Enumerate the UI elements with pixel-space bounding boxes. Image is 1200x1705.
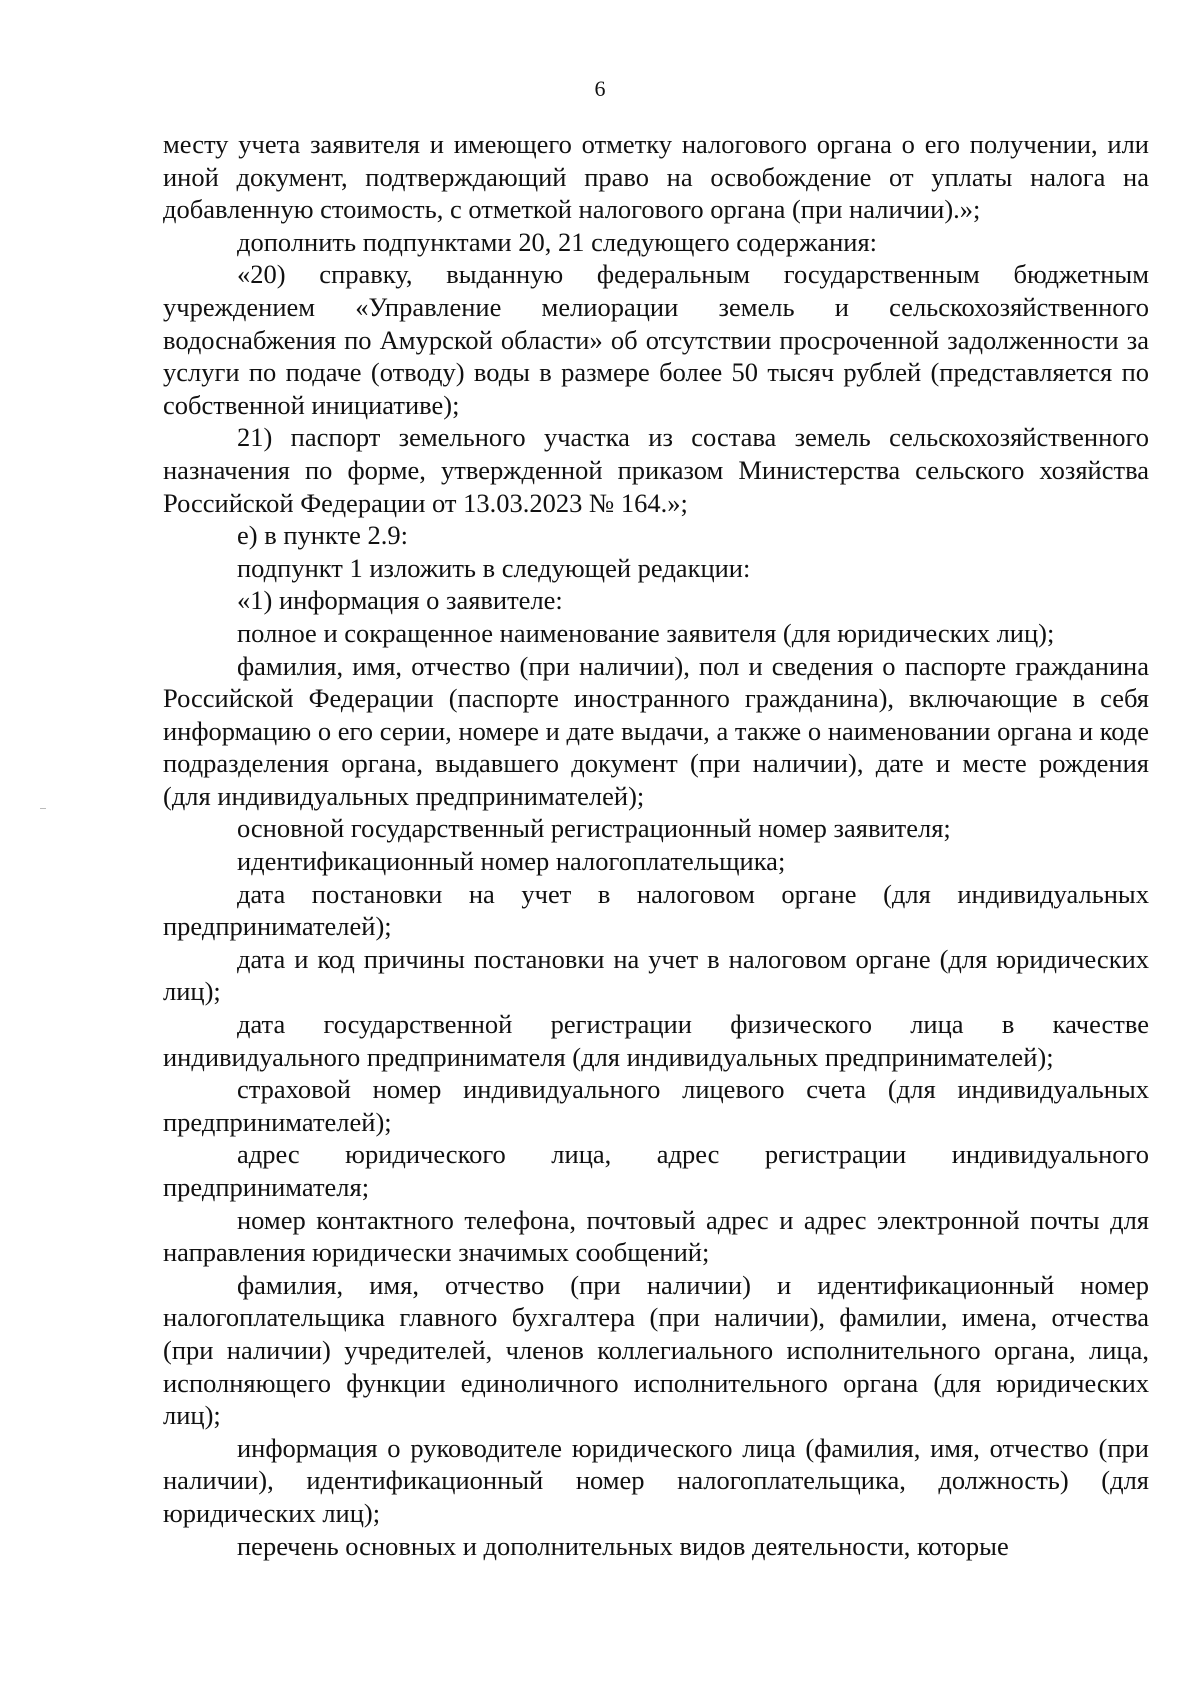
paragraph-snils: страховой номер индивидуального лицевого счета (для индивидуальных предпринимателей); [163,1074,1149,1137]
paragraph-accountant-founders: фамилия, имя, отчество (при наличии) и идентификационный номер налогоплательщика главного бухгалтера (при наличии), фамилии, имена, отчества (при наличии) учредителей, членов коллегиального исполнительного органа, лица, исполняющего функции единоличного исполнительного органа (для юридических лиц); [163,1269,1149,1431]
paragraph-director-info: информация о руководителе юридического лица (фамилия, имя, отчество (при наличии), идентификационный номер налогоплательщика, должность) (для юридических лиц); [163,1432,1149,1528]
paragraph-passport-info: фамилия, имя, отчество (при наличии), пол и сведения о паспорте гражданина Российской Федерации (паспорте иностранного гражданина), включающие в себя информацию о его серии, номере и дате выдачи, а также о наименовании органа и коде подразделения органа, выдавшего документ (при наличии), дате и месте рождения (для индивидуальных предпринимателей); [163,650,1149,811]
paragraph-inn: идентификационный номер налогоплательщика; [237,846,786,877]
paragraph-state-registration: дата государственной регистрации физического лица в качестве индивидуального предпринимателя (для индивидуальных предпринимателей); [163,1009,1149,1072]
paragraph-subclause-20: «20) справку, выданную федеральным государственным бюджетным учреждением «Управление мелиорации земель и сельскохозяйственного водоснабжения по Амурской области» об отсутствии просроченной задолженности за услуги по подаче (отводу) воды в размере более 50 тысяч рублей (представляется по собственной инициативе); [163,259,1149,420]
paragraph-applicant-info: «1) информация о заявителе: [237,585,563,616]
document-body [163,128,1149,1562]
paragraph-add-subclauses: дополнить подпунктами 20, 21 следующего содержания: [237,226,878,257]
paragraph-subclause-21: 21) паспорт земельного участка из состава земель сельскохозяйственного назначения по форме, утвержденной приказом Министерства сельского хозяйства Российской Федерации от 13.03.2023 № 164.»; [163,422,1149,518]
paragraph-activities: перечень основных и дополнительных видов деятельности, которые [237,1530,1009,1561]
paragraph-tax-registration-ul: дата и код причины постановки на учет в налоговом органе (для юридических лиц); [163,943,1149,1007]
paragraph-subclause-1-intro: подпункт 1 изложить в следующей редакции: [237,552,751,583]
margin-mark [40,808,46,809]
paragraph-full-name: полное и сокращенное наименование заявителя (для юридических лиц); [237,617,1055,648]
paragraph-ogrn: основной государственный регистрационный номер заявителя; [237,813,951,844]
paragraph-address: адрес юридического лица, адрес регистрации индивидуального предпринимателя; [163,1139,1149,1202]
page-number: 6 [594,76,606,101]
paragraph-item-e: е) в пункте 2.9: [237,520,408,551]
paragraph-contacts: номер контактного телефона, почтовый адрес и адрес электронной почты для направления юридически значимых сообщений; [163,1204,1149,1268]
paragraph-continuation: месту учета заявителя и имеющего отметку налогового органа о его получении, или иной документ, подтверждающий право на освобождение от уплаты налога на добавленную стоимость, с отметкой налогового органа (при наличии).»; [163,129,1149,225]
paragraph-tax-registration-ip: дата постановки на учет в налоговом органе (для индивидуальных предпринимателей); [163,878,1149,942]
